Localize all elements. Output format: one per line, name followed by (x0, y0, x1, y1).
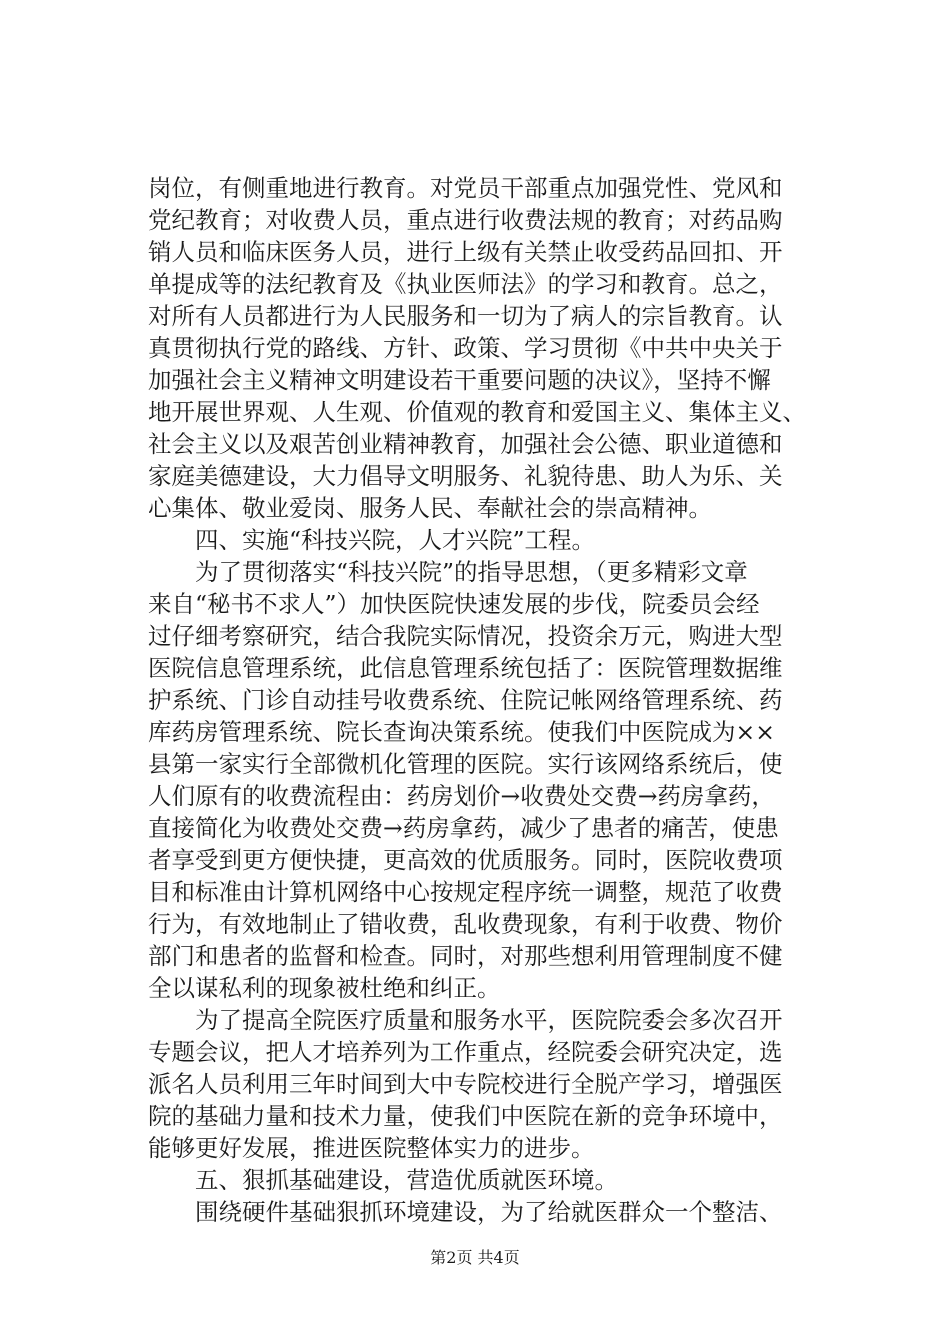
text-line: 派名人员利用三年时间到大中专院校进行全脱产学习，增强医 (148, 1070, 783, 1098)
text-line: 医院信息管理系统，此信息管理系统包括了：医院管理数据维 (148, 654, 783, 682)
text-line: 目和标准由计算机网络中心按规定程序统一调整，规范了收费 (148, 878, 783, 906)
text-line: 人们原有的收费流程由：药房划价→收费处交费→药房拿药， (148, 782, 775, 810)
text-line: 过仔细考察研究，结合我院实际情况，投资余万元，购进大型 (148, 622, 783, 650)
text-line: 家庭美德建设，大力倡导文明服务、礼貌待患、助人为乐、关 (148, 462, 783, 490)
text-line: 心集体、敬业爱岗、服务人民、奉献社会的崇高精神。 (148, 494, 712, 522)
text-line: 为了提高全院医疗质量和服务水平，医院院委会多次召开 (148, 1006, 783, 1034)
text-line: 加强社会主义精神文明建设若干重要问题的决议》，坚持不懈 (148, 366, 771, 394)
text-line: 单提成等的法纪教育及《执业医师法》的学习和教育。总之， (148, 270, 783, 298)
text-line: 社会主义以及艰苦创业精神教育，加强社会公德、职业道德和 (148, 430, 783, 458)
text-line: 院的基础力量和技术力量，使我们中医院在新的竞争环境中， (148, 1102, 783, 1130)
text-line: 地开展世界观、人生观、价值观的教育和爱国主义、集体主义、 (148, 398, 806, 426)
page-footer: 第2页 共4页 (430, 1248, 520, 1267)
text-line: 党纪教育；对收费人员，重点进行收费法规的教育；对药品购 (148, 206, 783, 234)
text-line: 部门和患者的监督和检查。同时，对那些想利用管理制度不健 (148, 942, 783, 970)
section-heading: 四、实施“科技兴院，人才兴院”工程。 (148, 526, 596, 554)
text-line: 护系统、门诊自动挂号收费系统、住院记帐网络管理系统、药 (148, 686, 783, 714)
text-line: 销人员和临床医务人员，进行上级有关禁止收受药品回扣、开 (148, 238, 783, 266)
text-line: 能够更好发展，推进医院整体实力的进步。 (148, 1134, 595, 1162)
section-heading: 五、狠抓基础建设，营造优质就医环境。 (148, 1166, 618, 1194)
document-body (148, 172, 858, 1228)
text-line: 来自“秘书不求人”）加快医院快速发展的步伐，院委员会经 (148, 590, 760, 618)
text-line: 对所有人员都进行为人民服务和一切为了病人的宗旨教育。认 (148, 302, 783, 330)
text-line: 全以谋私利的现象被杜绝和纠正。 (148, 974, 501, 1002)
text-line: 县第一家实行全部微机化管理的医院。实行该网络系统后，使 (148, 750, 783, 778)
text-line: 者享受到更方便快捷，更高效的优质服务。同时，医院收费项 (148, 846, 783, 874)
text-line: 行为，有效地制止了错收费，乱收费现象，有利于收费、物价 (148, 910, 783, 938)
text-line: 库药房管理系统、院长查询决策系统。使我们中医院成为×× (148, 718, 775, 746)
text-line: 为了贯彻落实“科技兴院”的指导思想，（更多精彩文章 (148, 558, 748, 586)
text-line: 专题会议，把人才培养列为工作重点，经院委会研究决定，选 (148, 1038, 783, 1066)
text-line: 岗位，有侧重地进行教育。对党员干部重点加强党性、党风和 (148, 174, 783, 202)
text-line: 围绕硬件基础狠抓环境建设，为了给就医群众一个整洁、 (148, 1198, 783, 1226)
text-line: 直接简化为收费处交费→药房拿药，减少了患者的痛苦，使患 (148, 814, 779, 842)
text-line: 真贯彻执行党的路线、方针、政策、学习贯彻《中共中央关于 (148, 334, 783, 362)
